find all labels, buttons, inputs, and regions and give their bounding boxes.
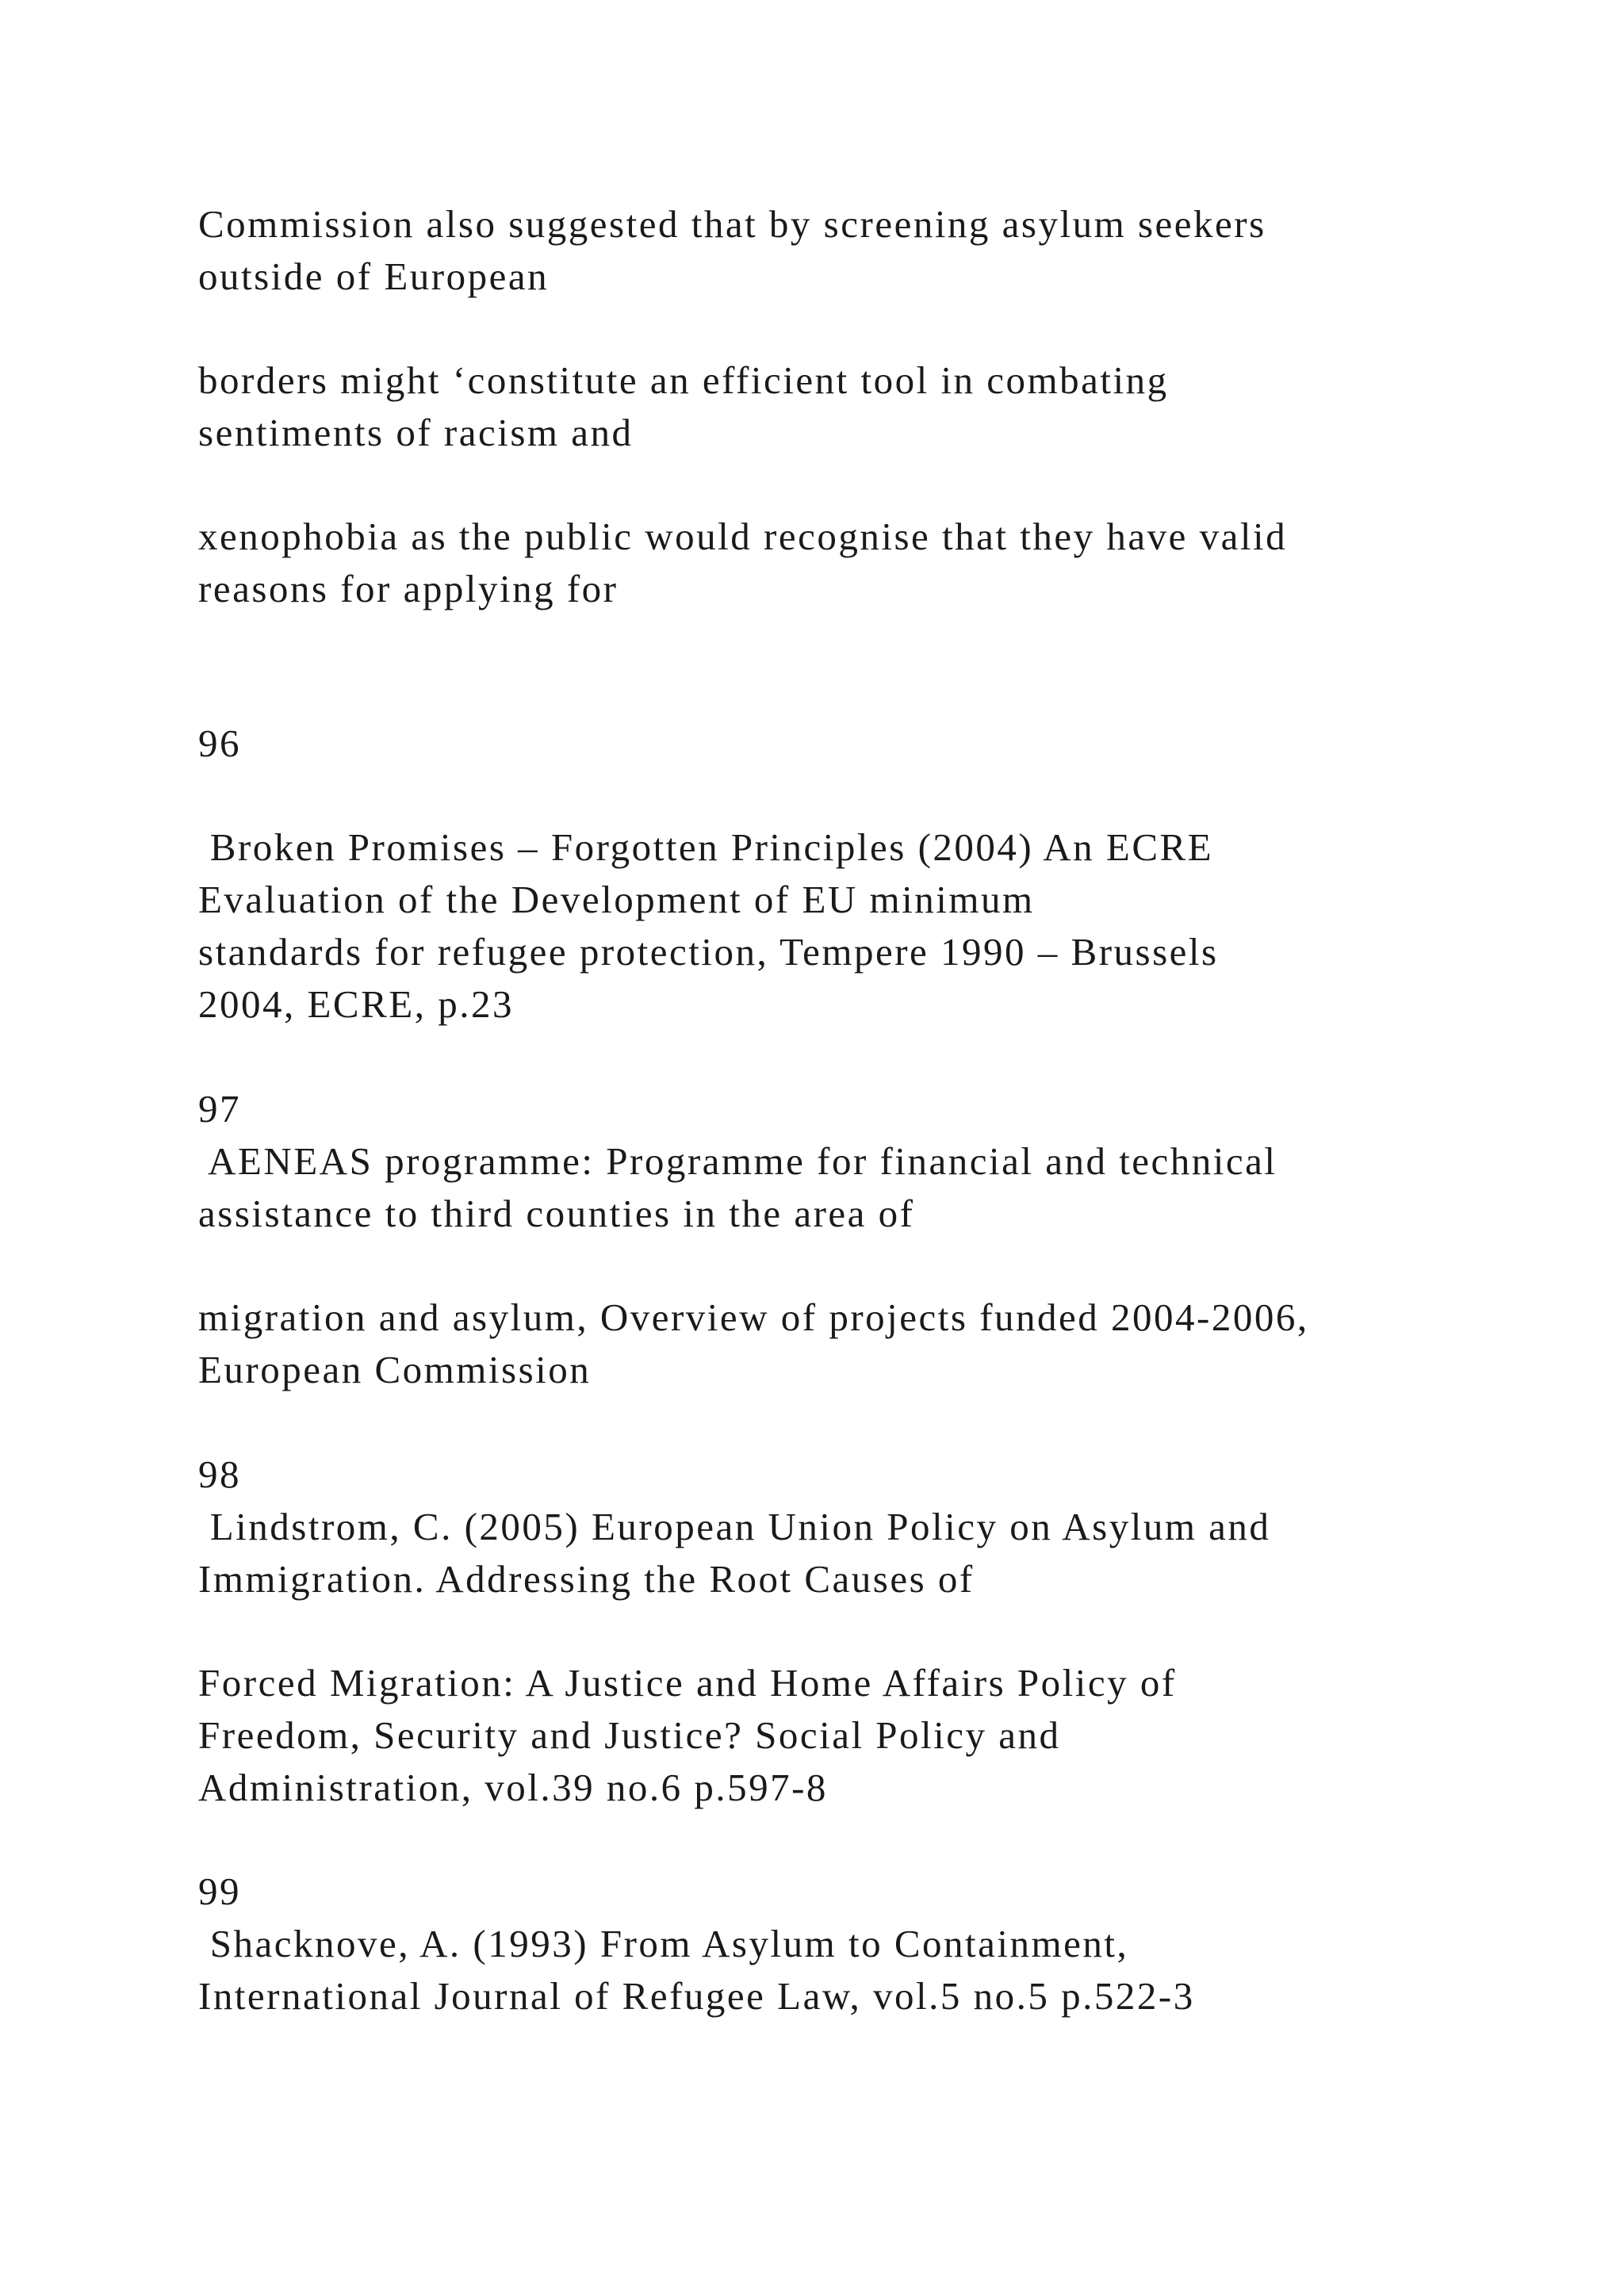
body-text-line: outside of European [198,254,550,298]
footnote-number: 97 [198,1087,241,1131]
footnote-text-line: International Journal of Refugee Law, vol.5 no.5 p.522-3 [198,1974,1195,2018]
footnote-number: 99 [198,1869,241,1913]
footnote-text-line: Evaluation of the Development of EU minimum [198,878,1035,921]
body-text-line: Commission also suggested that by screening asylum seekers [198,202,1266,246]
footnote-text-line: Forced Migration: A Justice and Home Affairs Policy of [198,1661,1177,1705]
footnote-text-line: Immigration. Addressing the Root Causes of [198,1557,975,1601]
footnote-number: 96 [198,721,241,765]
body-text-line: borders might ‘constitute an efficient tool in combating [198,358,1169,402]
footnote-text-line: migration and asylum, Overview of projects funded 2004-2006, [198,1295,1309,1339]
body-text-line: sentiments of racism and [198,411,634,454]
body-text-line: reasons for applying for [198,567,619,610]
footnote-text-line: Broken Promises – Forgotten Principles (2004) An ECRE [198,825,1214,869]
footnote-text-line: AENEAS programme: Programme for financial and technical [198,1139,1277,1183]
footnote-text-line: European Commission [198,1348,592,1391]
footnote-text-line: assistance to third counties in the area of [198,1192,915,1235]
footnote-text-line: 2004, ECRE, p.23 [198,982,514,1026]
footnote-text-line: standards for refugee protection, Tempere 1990 – Brussels [198,930,1219,974]
footnote-text-line: Freedom, Security and Justice? Social Policy and [198,1713,1061,1757]
footnote-text-line: Lindstrom, C. (2005) European Union Policy on Asylum and [198,1505,1271,1548]
body-text-line: xenophobia as the public would recognise that they have valid [198,515,1288,558]
footnote-text-line: Administration, vol.39 no.6 p.597-8 [198,1766,828,1809]
footnote-number: 98 [198,1452,241,1496]
footnote-text-line: Shacknove, A. (1993) From Asylum to Containment, [198,1922,1129,1965]
